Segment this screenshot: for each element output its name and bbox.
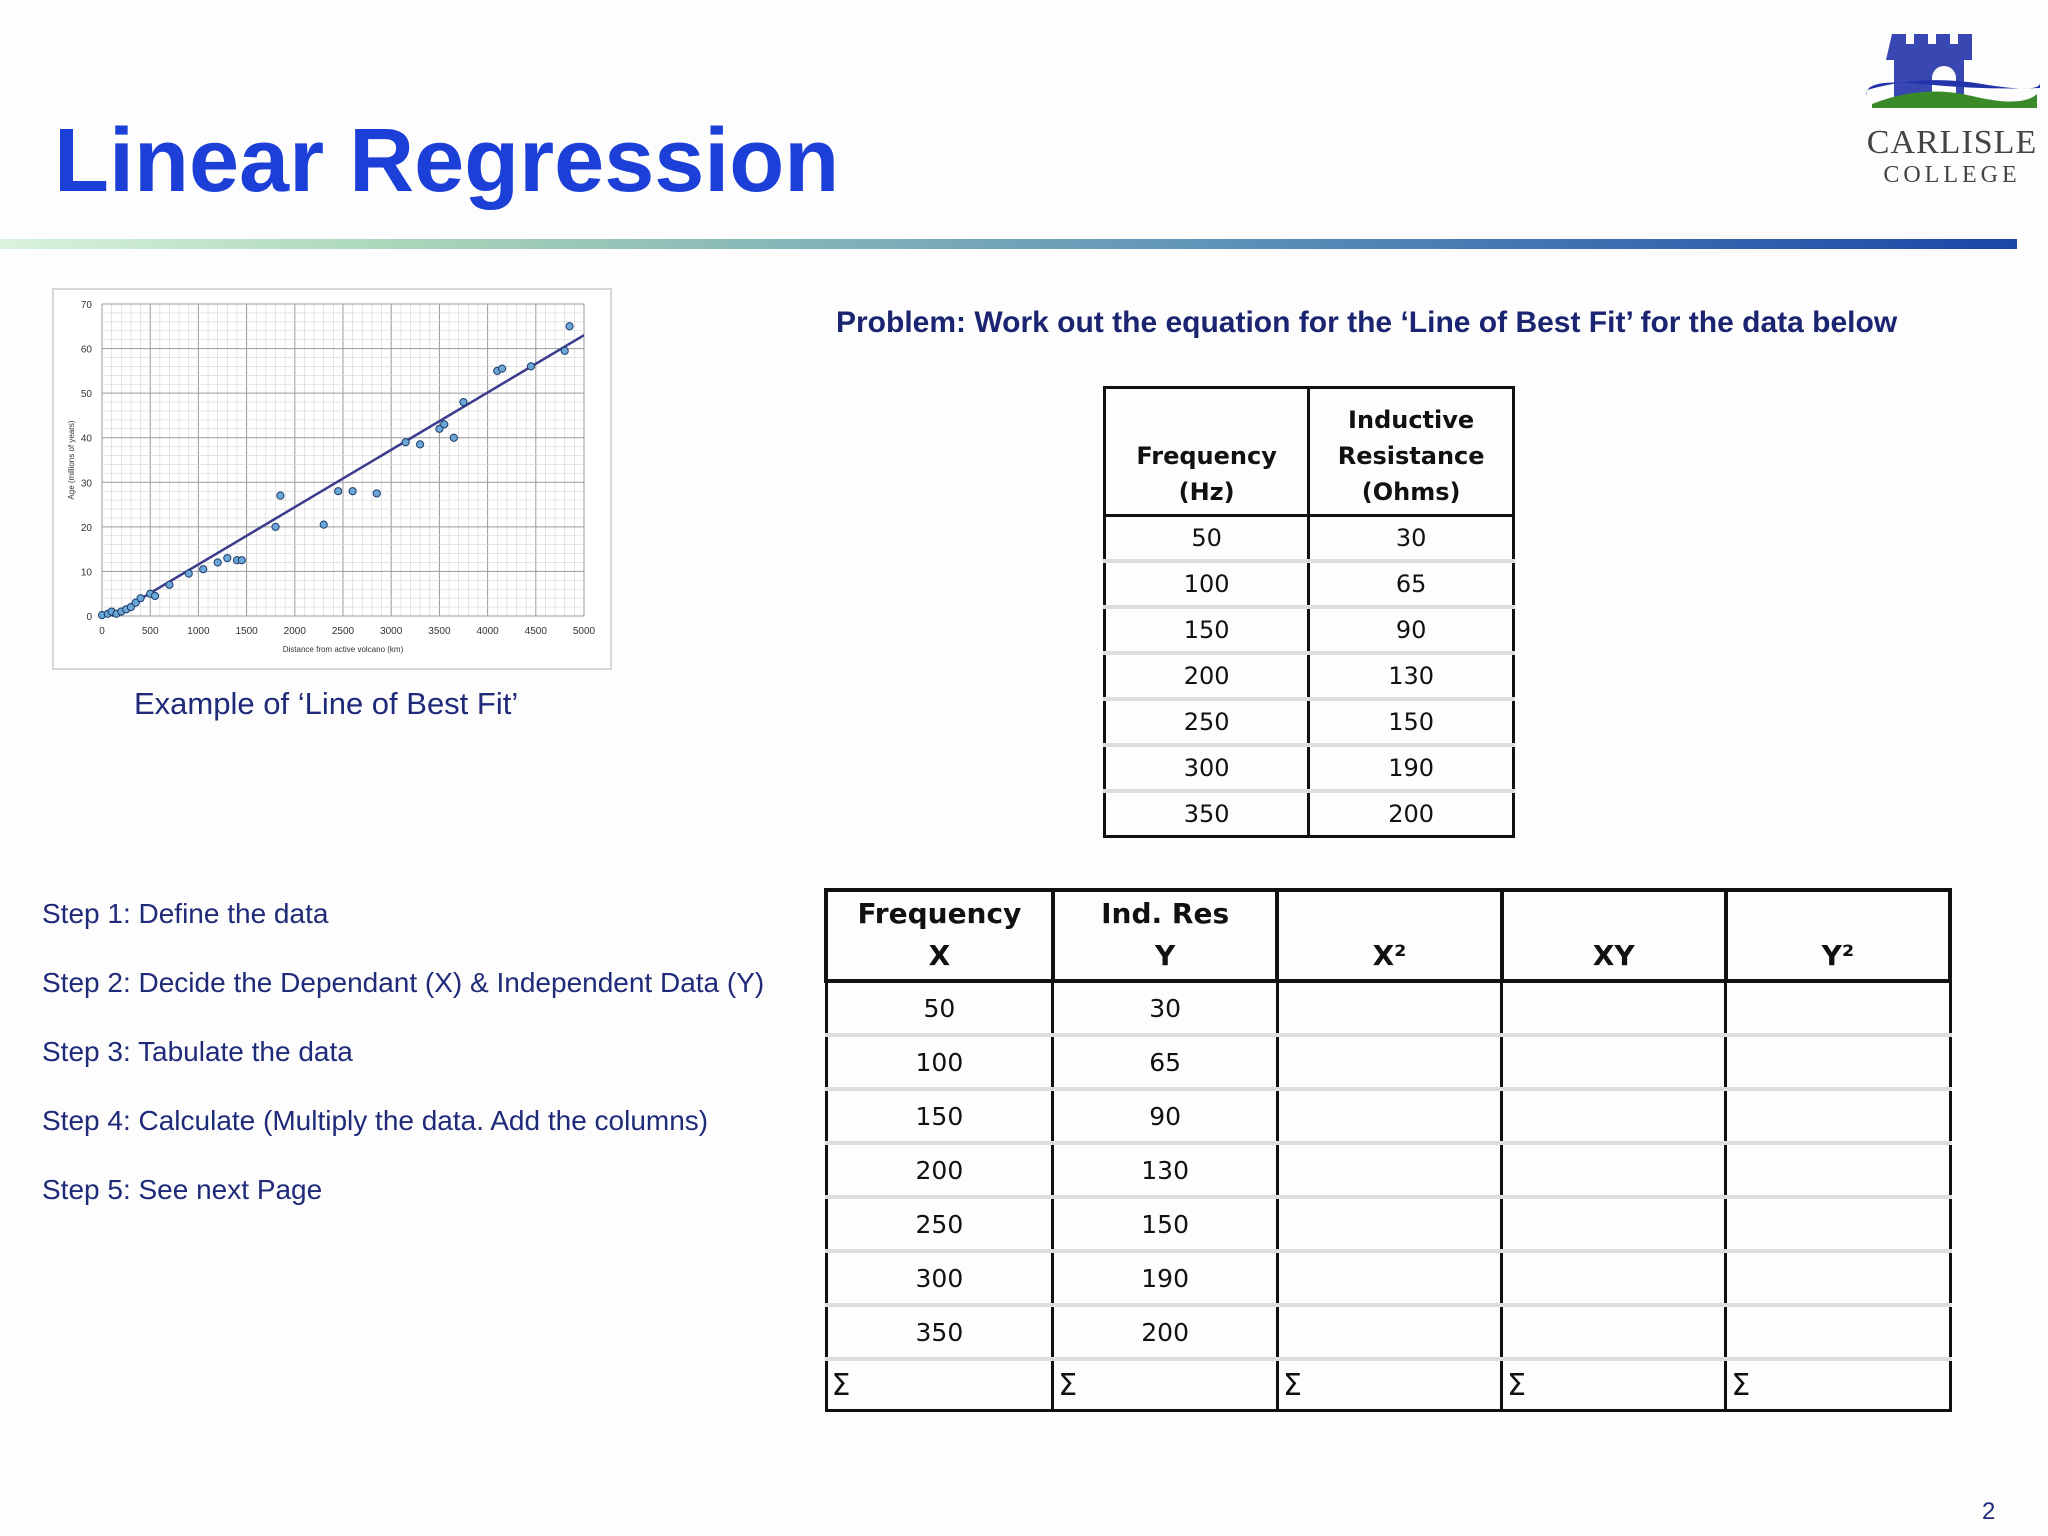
- table-row: 250 150: [826, 1197, 1950, 1251]
- title-divider: [0, 239, 2017, 249]
- data-point: [151, 592, 158, 599]
- table-row: 50 30: [1105, 516, 1514, 562]
- header-xy: XY: [1502, 890, 1726, 981]
- example-chart: [52, 288, 612, 670]
- y-tick-label: 60: [80, 344, 92, 356]
- data-point: [238, 557, 245, 564]
- data-point: [527, 363, 534, 370]
- data-point: [224, 554, 231, 561]
- data-point: [441, 421, 448, 428]
- data-point: [200, 566, 207, 573]
- data-point: [450, 434, 457, 441]
- data-point: [166, 581, 173, 588]
- y-tick-label: 50: [80, 389, 92, 401]
- castle-logo-icon: [1862, 24, 2042, 124]
- steps-list: [42, 898, 764, 1243]
- sum-cell[interactable]: Σ: [1053, 1359, 1278, 1411]
- x-tick-label: 0: [99, 626, 105, 637]
- y-axis-label: Age (millions of years): [67, 420, 76, 500]
- table-row: 200 130: [826, 1143, 1950, 1197]
- header-x-squared: X²: [1277, 890, 1501, 981]
- y-tick-label: 20: [80, 522, 92, 534]
- logo-name: CARLISLE: [1866, 124, 2038, 161]
- data-point: [373, 490, 380, 497]
- best-fit-line: [112, 335, 584, 616]
- page-number: 2: [1982, 1498, 1996, 1525]
- y-tick-label: 0: [86, 612, 92, 623]
- logo-subtitle: COLLEGE: [1883, 162, 2021, 188]
- college-logo: [1862, 24, 2042, 194]
- step-5: Step 5: See next Page: [42, 1174, 323, 1205]
- x-tick-label: 4000: [476, 626, 499, 637]
- table-row: 150 90: [826, 1089, 1950, 1143]
- header-y-squared: Y²: [1726, 890, 1950, 981]
- data-point: [417, 441, 424, 448]
- data-point: [277, 492, 284, 499]
- data-point: [272, 523, 279, 530]
- y-tick-label: 70: [80, 300, 92, 311]
- data-point: [335, 488, 342, 495]
- table-row: 350 200: [826, 1305, 1950, 1359]
- data-point: [498, 365, 505, 372]
- header-ind-res-y: Ind. Res Y: [1053, 890, 1278, 981]
- x-tick-label: 1000: [187, 626, 210, 637]
- step-1: Step 1: Define the data: [42, 898, 329, 929]
- x-tick-label: 3500: [428, 626, 451, 637]
- header-inductive-resistance: Inductive Resistance (Ohms): [1309, 388, 1514, 516]
- table-row: 100 65: [826, 1035, 1950, 1089]
- table-row: 300 190: [826, 1251, 1950, 1305]
- data-point: [402, 439, 409, 446]
- sum-row: [826, 1359, 1950, 1411]
- page-title: Linear Regression: [54, 111, 840, 211]
- problem-statement: Problem: Work out the equation for the ‘Line of Best Fit’ for the data below: [836, 306, 1898, 339]
- data-point: [561, 347, 568, 354]
- sum-cell[interactable]: Σ: [826, 1359, 1053, 1411]
- table-row: 50 30: [826, 981, 1950, 1035]
- table-row: 350 200: [1105, 791, 1514, 837]
- table-row: 150 90: [1105, 607, 1514, 653]
- x-tick-label: 2000: [283, 626, 306, 637]
- x-tick-label: 5000: [572, 626, 596, 637]
- table-row: 200 130: [1105, 653, 1514, 699]
- sum-cell[interactable]: Σ: [1502, 1359, 1726, 1411]
- data-point: [137, 595, 144, 602]
- step-4: Step 4: Calculate (Multiply the data. Add the columns): [42, 1105, 709, 1136]
- header-frequency: Frequency (Hz): [1105, 388, 1309, 516]
- sum-cell[interactable]: Σ: [1726, 1359, 1950, 1411]
- calculation-table: [824, 888, 1952, 1412]
- y-tick-label: 10: [80, 567, 92, 579]
- table-row: 300 190: [1105, 745, 1514, 791]
- data-point: [185, 570, 192, 577]
- data-point: [320, 521, 327, 528]
- x-tick-label: 500: [141, 626, 159, 637]
- x-tick-label: 4500: [524, 626, 547, 637]
- data-point: [214, 559, 221, 566]
- table-row: 250 150: [1105, 699, 1514, 745]
- x-tick-label: 3000: [380, 626, 403, 637]
- x-tick-label: 1500: [235, 626, 258, 637]
- data-point: [349, 488, 356, 495]
- x-axis-label: Distance from active volcano (km): [282, 645, 404, 654]
- y-tick-label: 40: [80, 433, 92, 445]
- sum-cell[interactable]: Σ: [1277, 1359, 1501, 1411]
- chart-caption: Example of ‘Line of Best Fit’: [134, 686, 519, 721]
- data-point: [460, 398, 467, 405]
- data-point: [566, 323, 573, 330]
- table-row: 100 65: [1105, 561, 1514, 607]
- header-frequency-x: Frequency X: [826, 890, 1053, 981]
- step-3: Step 3: Tabulate the data: [42, 1036, 353, 1067]
- step-2: Step 2: Decide the Dependant (X) & Independent Data (Y): [42, 967, 765, 998]
- y-tick-label: 30: [80, 478, 92, 490]
- x-tick-label: 2500: [331, 626, 355, 637]
- data-table: [1103, 386, 1515, 838]
- scatter-plot: [54, 290, 610, 668]
